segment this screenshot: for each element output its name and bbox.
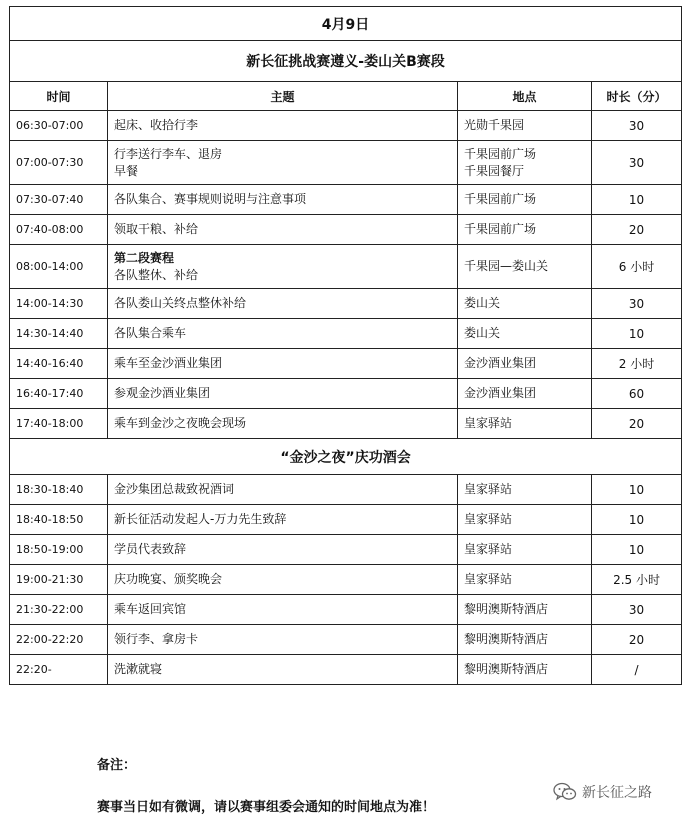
place-line: 娄山关 (464, 326, 501, 340)
place-line: 黎明澳斯特酒店 (464, 662, 549, 676)
topic-line: 各队娄山关终点整休补给 (114, 296, 247, 310)
topic-line: 乘车返回宾馆 (114, 602, 187, 616)
topic-cell (108, 141, 458, 185)
time-cell: 07:00-07:30 (10, 141, 108, 185)
topic-cell (108, 595, 458, 625)
time-cell: 17:40-18:00 (10, 409, 108, 439)
topic-cell (108, 505, 458, 535)
topic-line: 早餐 (114, 163, 139, 178)
table-row (10, 625, 682, 655)
topic-cell (108, 379, 458, 409)
place-cell (458, 319, 592, 349)
topic-cell (108, 185, 458, 215)
note-text: 赛事当日如有微调，请以赛事组委会通知的时间地点为准！ (97, 800, 436, 815)
place-cell (458, 379, 592, 409)
topic-line: 各队集合、赛事规则说明与注意事项 (114, 192, 307, 206)
time-cell: 22:00-22:20 (10, 625, 108, 655)
time-cell: 18:30-18:40 (10, 475, 108, 505)
place-cell (458, 245, 592, 289)
topic-line: 第二段赛程 (114, 250, 175, 265)
table-row (10, 141, 682, 185)
place-cell (458, 565, 592, 595)
duration-cell: 30 (592, 111, 682, 141)
topic-line: 乘车至金沙酒业集团 (114, 356, 223, 370)
place-line: 金沙酒业集团 (464, 356, 537, 370)
time-cell: 08:00-14:00 (10, 245, 108, 289)
duration-cell: 20 (592, 215, 682, 245)
table-row (10, 319, 682, 349)
time-cell: 14:00-14:30 (10, 289, 108, 319)
place-cell (458, 141, 592, 185)
place-line: 光勋千果园 (464, 118, 525, 132)
topic-line: 各队集合乘车 (114, 326, 187, 340)
header-time: 时间 (10, 82, 108, 111)
topic-line: 乘车到金沙之夜晚会现场 (114, 416, 247, 430)
table-row (10, 215, 682, 245)
header-duration: 时长（分） (592, 82, 682, 111)
duration-cell: / (592, 655, 682, 685)
section-title: 新长征挑战赛遵义-娄山关B赛段 (10, 41, 682, 82)
topic-cell (108, 215, 458, 245)
place-cell (458, 111, 592, 141)
place-cell (458, 215, 592, 245)
topic-cell (108, 409, 458, 439)
header-place: 地点 (458, 82, 592, 111)
table-row (10, 409, 682, 439)
time-cell: 21:30-22:00 (10, 595, 108, 625)
place-line: 黎明澳斯特酒店 (464, 602, 549, 616)
subsection-title: “金沙之夜”庆功酒会 (10, 439, 682, 475)
duration-cell: 30 (592, 595, 682, 625)
place-line: 千果园餐厅 (464, 163, 525, 178)
table-row (10, 379, 682, 409)
topic-cell (108, 655, 458, 685)
table-row (10, 349, 682, 379)
time-cell: 14:40-16:40 (10, 349, 108, 379)
place-cell (458, 655, 592, 685)
header-topic: 主题 (108, 82, 458, 111)
time-cell: 19:00-21:30 (10, 565, 108, 595)
place-cell (458, 595, 592, 625)
topic-line: 庆功晚宴、颁奖晚会 (114, 572, 223, 586)
topic-cell (108, 245, 458, 289)
table-row (10, 111, 682, 141)
table-row (10, 595, 682, 625)
place-cell (458, 289, 592, 319)
topic-line: 新长征活动发起人-万力先生致辞 (114, 512, 287, 526)
topic-cell (108, 625, 458, 655)
date-header: 4月9日 (10, 7, 682, 41)
note-label: 备注： (97, 758, 137, 773)
place-line: 金沙酒业集团 (464, 386, 537, 400)
duration-cell: 2.5 小时 (592, 565, 682, 595)
time-cell: 07:40-08:00 (10, 215, 108, 245)
topic-cell (108, 565, 458, 595)
table-row (10, 505, 682, 535)
topic-line: 参观金沙酒业集团 (114, 386, 211, 400)
table-row (10, 535, 682, 565)
table-row (10, 565, 682, 595)
time-cell: 18:50-19:00 (10, 535, 108, 565)
place-line: 千果园前广场 (464, 146, 537, 161)
duration-cell: 20 (592, 625, 682, 655)
topic-line: 领取干粮、补给 (114, 222, 199, 236)
topic-cell (108, 475, 458, 505)
duration-cell: 2 小时 (592, 349, 682, 379)
place-line: 千果园前广场 (464, 222, 537, 236)
topic-cell (108, 289, 458, 319)
place-cell (458, 475, 592, 505)
topic-cell (108, 111, 458, 141)
duration-cell: 60 (592, 379, 682, 409)
table-row (10, 289, 682, 319)
duration-cell: 10 (592, 535, 682, 565)
place-line: 千果园前广场 (464, 192, 537, 206)
time-cell: 07:30-07:40 (10, 185, 108, 215)
topic-line: 领行李、拿房卡 (114, 632, 199, 646)
place-line: 黎明澳斯特酒店 (464, 632, 549, 646)
duration-cell: 10 (592, 505, 682, 535)
topic-line: 起床、收拾行李 (114, 118, 199, 132)
duration-cell: 10 (592, 475, 682, 505)
duration-cell: 10 (592, 319, 682, 349)
place-cell (458, 409, 592, 439)
duration-cell: 30 (592, 141, 682, 185)
place-line: 皇家驿站 (464, 482, 513, 496)
topic-line: 学员代表致辞 (114, 542, 187, 556)
topic-cell (108, 319, 458, 349)
table-row (10, 655, 682, 685)
topic-line: 金沙集团总裁致祝酒词 (114, 482, 235, 496)
watermark (553, 782, 652, 802)
place-line: 千果园—娄山关 (464, 259, 549, 273)
time-cell: 22:20- (10, 655, 108, 685)
place-cell (458, 535, 592, 565)
time-cell: 14:30-14:40 (10, 319, 108, 349)
table-row (10, 475, 682, 505)
place-line: 娄山关 (464, 296, 501, 310)
duration-cell: 10 (592, 185, 682, 215)
place-cell (458, 349, 592, 379)
place-line: 皇家驿站 (464, 542, 513, 556)
subsection-row (10, 439, 682, 475)
duration-cell: 6 小时 (592, 245, 682, 289)
time-cell: 16:40-17:40 (10, 379, 108, 409)
schedule-table (9, 6, 682, 685)
place-line: 皇家驿站 (464, 572, 513, 586)
place-cell (458, 505, 592, 535)
wechat-icon (553, 782, 577, 802)
place-cell (458, 185, 592, 215)
place-cell (458, 625, 592, 655)
topic-cell (108, 535, 458, 565)
duration-cell: 20 (592, 409, 682, 439)
topic-line: 各队整休、补给 (114, 267, 199, 282)
table-row (10, 245, 682, 289)
watermark-text: 新长征之路 (582, 785, 652, 801)
topic-line: 行李送行李车、退房 (114, 146, 223, 161)
time-cell: 18:40-18:50 (10, 505, 108, 535)
duration-cell: 30 (592, 289, 682, 319)
time-cell: 06:30-07:00 (10, 111, 108, 141)
table-row (10, 185, 682, 215)
place-line: 皇家驿站 (464, 512, 513, 526)
topic-line: 洗漱就寝 (114, 662, 163, 676)
topic-cell (108, 349, 458, 379)
place-line: 皇家驿站 (464, 416, 513, 430)
